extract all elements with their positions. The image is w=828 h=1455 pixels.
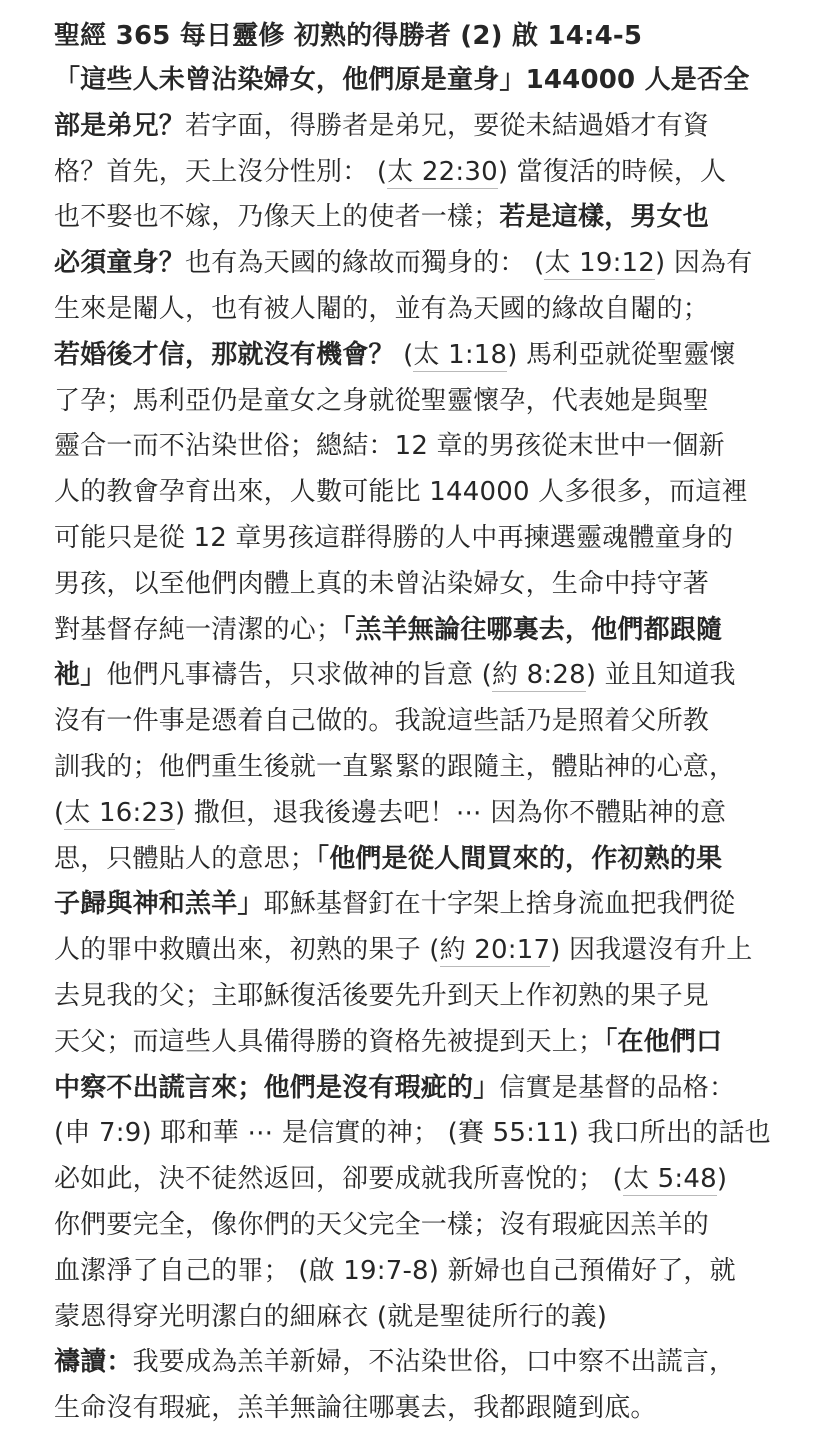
text-line: [54, 1020, 780, 1066]
text-segment: 必如此，決不徒然返回，卻要成就我所喜悅的； (: [54, 1164, 624, 1195]
text-segment: 信實是基督的品格：: [499, 1072, 736, 1103]
text-segment: (申 7:9) 耶和華 ⋯ 是信實的神； (賽 55:11) 我口所出的話也: [54, 1118, 771, 1149]
text-segment: (: [54, 797, 65, 828]
text-line: [54, 470, 780, 516]
text-segment: 也有為天國的緣故而獨身的： (: [185, 248, 545, 279]
text-segment: (: [394, 339, 414, 370]
bold-text-segment: 聖經 365 每日靈修 初熟的得勝者 (2) 啟 14:4-5: [54, 21, 643, 51]
scripture-reference-link[interactable]: 太 1:18: [413, 339, 508, 370]
text-line: [54, 241, 780, 287]
text-segment: ) 馬利亞就從聖靈懷: [507, 339, 736, 370]
text-line: [54, 791, 780, 837]
text-segment: ): [716, 1164, 728, 1195]
text-line: [54, 745, 780, 791]
text-segment: 靈合一而不沾染世俗；總結：12 章的男孩從末世中一個新: [54, 431, 725, 462]
page-title: [54, 14, 780, 58]
text-line: [54, 837, 780, 883]
scripture-reference-link[interactable]: 約 8:28: [492, 660, 586, 691]
bold-text-segment: 「他們是從人間買來的，作初熟的果: [316, 843, 723, 874]
text-line: [54, 1386, 780, 1432]
text-line: [54, 653, 780, 699]
text-segment: ) 因為有: [655, 248, 753, 279]
scripture-reference-link[interactable]: 太 16:23: [64, 797, 175, 828]
devotional-text: [54, 14, 780, 1432]
text-line: [54, 58, 780, 104]
text-line: [54, 104, 780, 150]
bold-text-segment: 「在他們口: [604, 1026, 723, 1057]
text-segment: 思，只體貼人的意思；: [54, 843, 317, 874]
text-line: [54, 333, 780, 379]
text-segment: 耶穌基督釘在十字架上捨身流血把我們從: [263, 889, 736, 920]
text-segment: 人的罪中救贖出來，初熟的果子 (: [54, 935, 440, 966]
text-segment: 生命沒有瑕疵，羔羊無論往哪裏去，我都跟隨到底。: [54, 1393, 657, 1424]
scripture-reference-link[interactable]: 太 22:30: [387, 156, 498, 187]
bold-text-segment: 必須童身？: [54, 248, 186, 279]
text-line: [54, 1066, 780, 1112]
text-segment: 天父；而這些人具備得勝的資格先被提到天上；: [54, 1026, 605, 1057]
text-line: [54, 150, 780, 196]
bold-text-segment: 中察不出謊言來；他們是沒有瑕疵的」: [54, 1072, 500, 1103]
text-segment: 人的教會孕育出來，人數可能比 144000 人多很多，而這裡: [54, 477, 748, 508]
text-line: [54, 699, 780, 745]
text-segment: ) 並且知道我: [585, 660, 736, 691]
text-segment: 男孩，以至他們肉體上真的未曾沾染婦女，生命中持守著: [54, 568, 710, 599]
text-segment: 蒙恩得穿光明潔白的細麻衣 (就是聖徒所行的義): [54, 1301, 608, 1332]
bold-text-segment: 祂」: [54, 660, 107, 691]
text-line: [54, 1340, 780, 1386]
text-segment: 你們要完全，像你們的天父完全一樣；沒有瑕疵因羔羊的: [54, 1209, 710, 1240]
text-segment: 訓我的；他們重生後就一直緊緊的跟隨主，體貼神的心意，: [54, 751, 736, 782]
scripture-reference-link[interactable]: 太 5:48: [623, 1164, 717, 1195]
text-segment: 血潔淨了自己的罪； (啟 19:7-8) 新婦也自己預備好了，就: [54, 1255, 736, 1286]
text-segment: ) 撒但，退我後邊去吧！⋯ 因為你不體貼神的意: [174, 797, 727, 828]
scripture-reference-link[interactable]: 約 20:17: [439, 935, 551, 966]
text-segment: 沒有一件事是憑着自己做的。我說這些話乃是照着父所教: [54, 706, 710, 737]
text-segment: ) 當復活的時候，人: [497, 156, 727, 187]
bold-text-segment: 禱讀：: [54, 1347, 133, 1378]
text-segment: 了孕；馬利亞仍是童女之身就從聖靈懷孕，代表她是與聖: [54, 385, 710, 416]
text-segment: 對基督存純一清潔的心；: [54, 614, 343, 645]
text-segment: 我要成為羔羊新婦，不沾染世俗，口中察不出謊言，: [132, 1347, 736, 1378]
text-line: [54, 1295, 780, 1341]
text-segment: 也不娶也不嫁，乃像天上的使者一樣；: [54, 202, 500, 233]
text-segment: 可能只是從 12 章男孩這群得勝的人中再揀選靈魂體童身的: [54, 522, 734, 553]
text-line: [54, 1157, 780, 1203]
text-line: [54, 882, 780, 928]
text-line: [54, 379, 780, 425]
text-line: [54, 928, 780, 974]
bold-text-segment: 子歸與神和羔羊」: [54, 889, 264, 920]
text-segment: 生來是閹人，也有被人閹的，並有為天國的緣故自閹的；: [54, 293, 710, 324]
bold-text-segment: 「羔羊無論往哪裏去，他們都跟隨: [342, 614, 723, 645]
text-segment: 格？首先，天上沒分性別： (: [54, 156, 388, 187]
bold-text-segment: 「這些人未曾沾染婦女，他們原是童身」144000 人是否全: [54, 65, 750, 95]
text-line: [54, 287, 780, 333]
text-line: [54, 608, 780, 654]
bold-text-segment: 若是這樣，男女也: [499, 202, 710, 233]
text-line: [54, 1249, 780, 1295]
text-segment: 若字面，得勝者是弟兄，要從未結過婚才有資: [185, 110, 710, 141]
text-segment: 去見我的父；主耶穌復活後要先升到天上作初熟的果子見: [54, 980, 710, 1011]
text-line: [54, 516, 780, 562]
text-line: [54, 562, 780, 608]
text-line: [54, 1111, 780, 1157]
bold-text-segment: 若婚後才信，那就沒有機會？: [54, 339, 395, 370]
text-line: [54, 195, 780, 241]
text-line: [54, 974, 780, 1020]
scripture-reference-link[interactable]: 太 19:12: [544, 248, 656, 279]
text-line: [54, 424, 780, 470]
text-segment: ) 因我還沒有升上: [550, 935, 753, 966]
bold-text-segment: 部是弟兄？: [54, 110, 186, 141]
text-segment: 他們凡事禱告，只求做神的旨意 (: [106, 660, 493, 691]
text-line: [54, 1203, 780, 1249]
